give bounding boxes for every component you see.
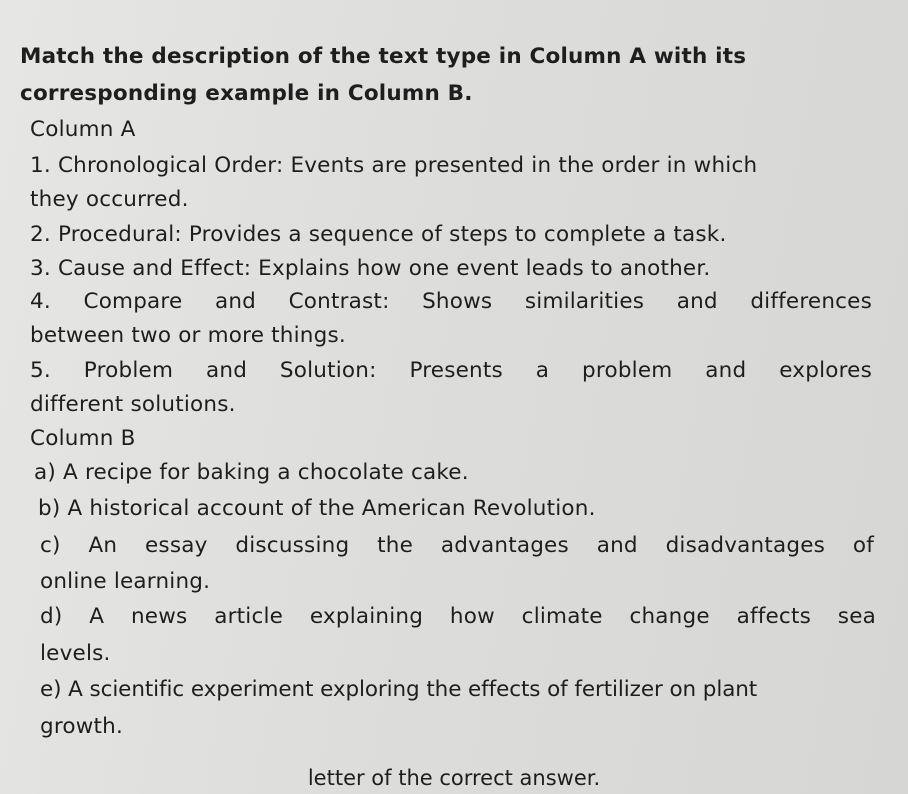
column-a-item-1-line-1: 1. Chronological Order: Events are presented in the order in which bbox=[30, 153, 758, 178]
column-a-item-4-line-2: between two or more things. bbox=[30, 323, 346, 348]
footer-instruction: letter of the correct answer. bbox=[307, 766, 601, 790]
column-b-item-a: a) A recipe for baking a chocolate cake. bbox=[34, 460, 469, 485]
column-b-item-b: b) A historical account of the American Revolution. bbox=[38, 496, 596, 521]
column-b-item-d-line-2: levels. bbox=[40, 641, 111, 666]
instruction-line-2: corresponding example in Column B. bbox=[20, 81, 473, 106]
column-b-item-c-line-1: c) An essay discussing the advantages and disadvantages of bbox=[40, 533, 874, 558]
column-b-item-c-line-2: online learning. bbox=[40, 569, 211, 594]
column-a-heading: Column A bbox=[30, 117, 136, 142]
column-b-heading: Column B bbox=[30, 426, 136, 451]
column-b-item-d-line-1: d) A news article explaining how climate change affects sea bbox=[40, 604, 876, 629]
column-a-item-5-line-2: different solutions. bbox=[30, 392, 236, 417]
instruction-line-1: Match the description of the text type in Column A with its bbox=[20, 44, 747, 69]
column-a-item-1-line-2: they occurred. bbox=[30, 187, 189, 212]
column-b-item-e-line-2: growth. bbox=[40, 714, 124, 739]
column-a-item-3: 3. Cause and Effect: Explains how one event leads to another. bbox=[30, 256, 711, 281]
column-b-item-e-line-1: e) A scientific experiment exploring the effects of fertilizer on plant bbox=[40, 677, 758, 702]
column-a-item-4-line-1: 4. Compare and Contrast: Shows similarities and differences bbox=[30, 289, 872, 314]
column-a-item-2: 2. Procedural: Provides a sequence of steps to complete a task. bbox=[30, 222, 727, 247]
column-a-item-5-line-1: 5. Problem and Solution: Presents a problem and explores bbox=[30, 358, 872, 383]
